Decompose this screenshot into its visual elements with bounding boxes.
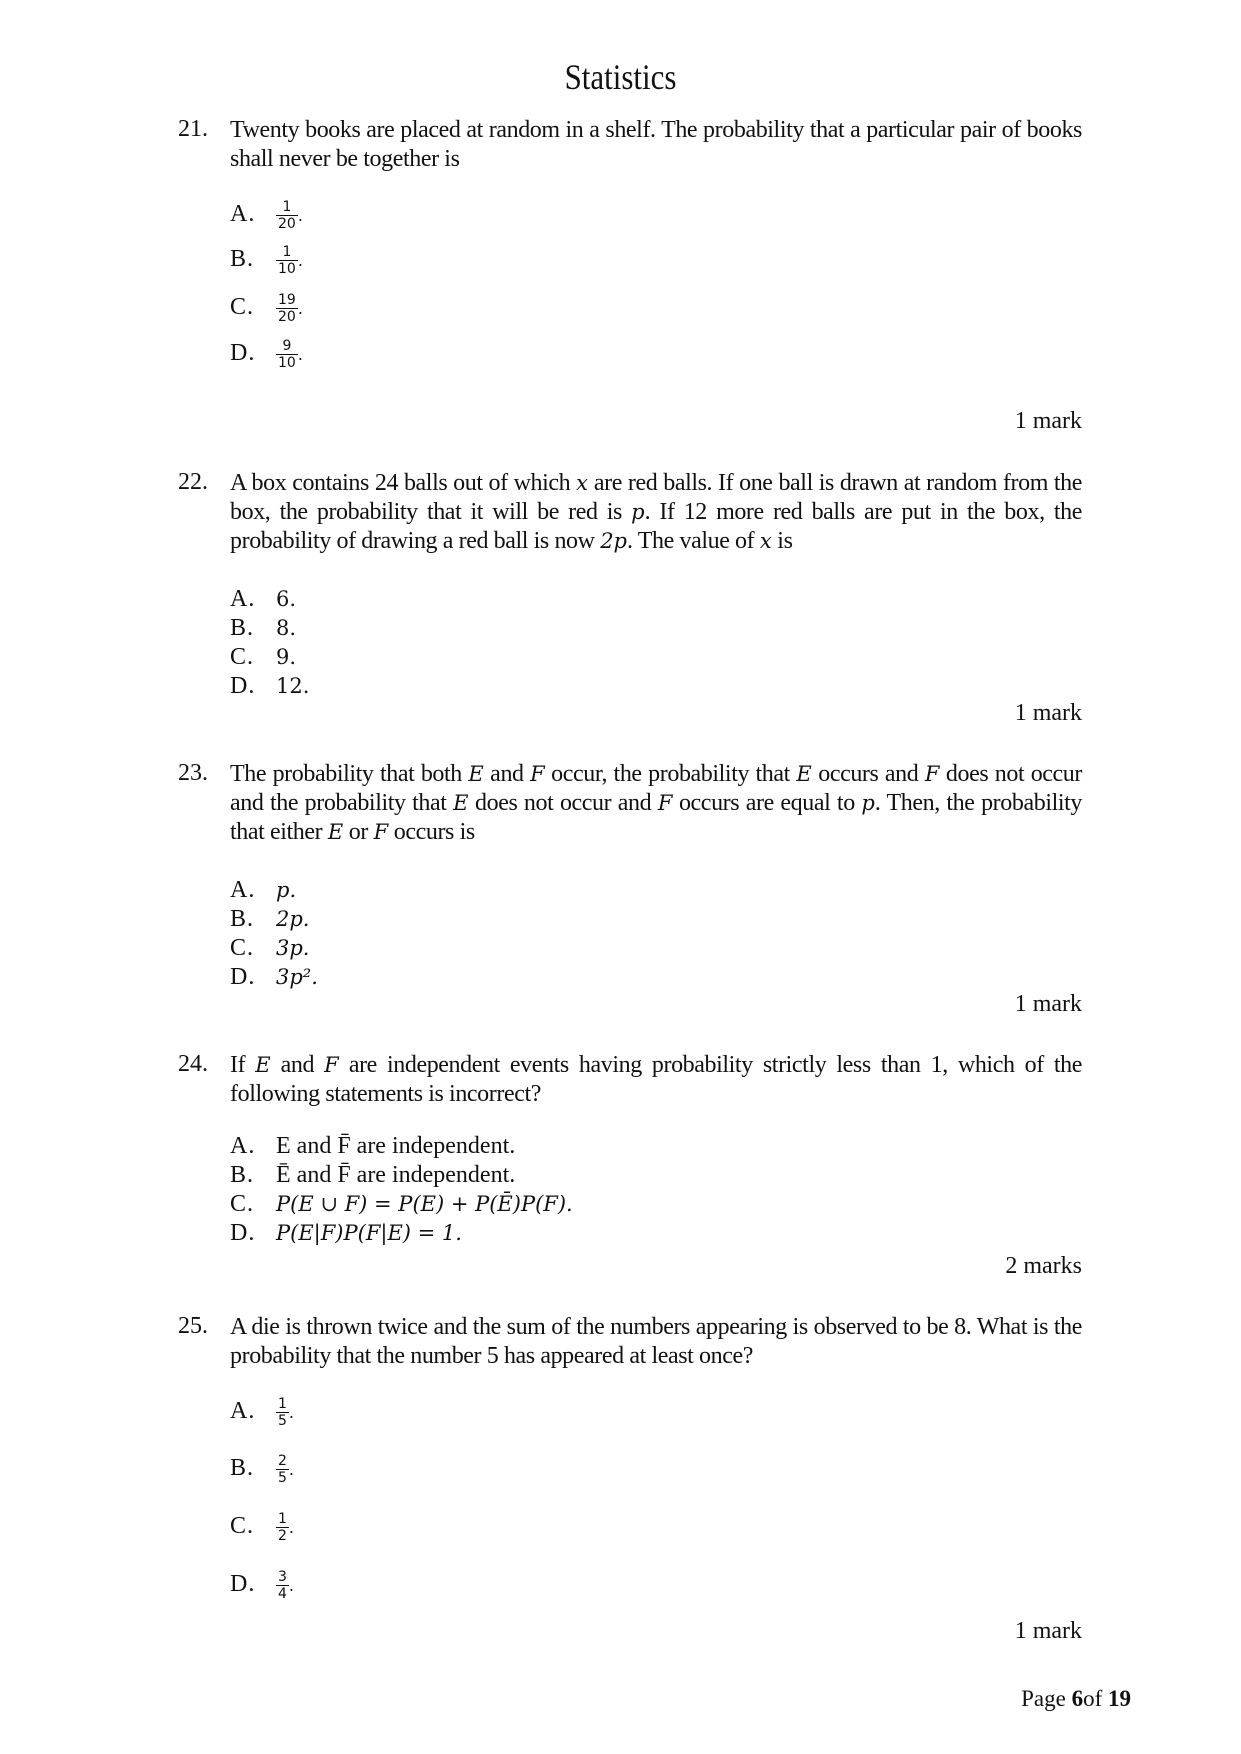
option-letter: A. xyxy=(230,201,256,227)
option-letter: D. xyxy=(230,1220,256,1246)
question-stem: A box contains 24 balls out of which x are red balls. If one ball is drawn at random from the box, the probability that it will be red is p. If 12 more red balls are put in the box, the probability of drawing a red ball is now 2p. The value of x is xyxy=(230,470,1082,554)
page-footer xyxy=(1021,1686,1131,1712)
option-letter: A. xyxy=(230,586,256,612)
page-title: Statistics xyxy=(564,57,677,97)
question-number: 24. xyxy=(178,1051,208,1077)
option-value: Ē and F̄ are independent. xyxy=(276,1162,516,1188)
question-stem: If E and F are independent events having probability strictly less than 1, which of the following statements is incorrect? xyxy=(230,1052,1082,1107)
question-marks: 1 mark xyxy=(1014,700,1082,726)
option-letter: B. xyxy=(230,906,255,932)
option-value: 9. xyxy=(276,645,297,669)
question-marks: 1 mark xyxy=(1014,991,1082,1017)
question-marks: 1 mark xyxy=(1014,1618,1082,1644)
option-value: p. xyxy=(276,878,297,902)
option-fraction: $\frac{1}{5}$ xyxy=(278,1396,287,1429)
option-letter: A. xyxy=(230,877,256,903)
of-word: of xyxy=(1083,1686,1103,1711)
option-fraction: $\frac{2}{5}$ xyxy=(278,1453,287,1486)
option-value: P(E ∪ F) = P(E) + P(Ē)P(F). xyxy=(276,1192,573,1216)
option-value: 6. xyxy=(276,587,297,611)
option-letter: C. xyxy=(230,294,255,320)
option-fraction: $\frac{9}{10}$ xyxy=(278,338,296,371)
question-marks: 2 marks xyxy=(1005,1253,1082,1279)
option-fraction: $\frac{1}{20}$ xyxy=(278,199,296,232)
option-letter: B. xyxy=(230,246,255,272)
question-number: 21. xyxy=(178,116,208,142)
question-number: 22. xyxy=(178,469,208,495)
option-value: 8. xyxy=(276,616,297,640)
option-letter: A. xyxy=(230,1133,256,1159)
page-word: Page xyxy=(1021,1686,1066,1711)
question-number: 23. xyxy=(178,760,208,786)
option-letter: D. xyxy=(230,964,256,990)
option-value: 2p. xyxy=(276,907,310,931)
option-letter: D. xyxy=(230,340,256,366)
option-value: 3p². xyxy=(276,965,318,989)
option-fraction: $\frac{1}{2}$ xyxy=(278,1511,287,1544)
option-letter: C. xyxy=(230,644,255,670)
option-value: 12. xyxy=(276,674,310,698)
option-fraction: $\frac{19}{20}$ xyxy=(278,292,296,325)
total-pages: 19 xyxy=(1108,1686,1131,1711)
option-letter: A. xyxy=(230,1398,256,1424)
option-letter: C. xyxy=(230,1513,255,1539)
option-letter: C. xyxy=(230,1191,255,1217)
option-letter: B. xyxy=(230,1162,255,1188)
option-fraction: $\frac{1}{10}$ xyxy=(278,244,296,277)
option-letter: B. xyxy=(230,615,255,641)
current-page: 6 xyxy=(1071,1686,1084,1711)
option-letter: C. xyxy=(230,935,255,961)
option-letter: D. xyxy=(230,1571,256,1597)
option-value: 3p. xyxy=(276,936,310,960)
question-stem: A die is thrown twice and the sum of the numbers appearing is observed to be 8. What is the probability that the number 5 has appeared at least once? xyxy=(230,1314,1082,1369)
question-stem: Twenty books are placed at random in a shelf. The probability that a particular pair of books shall never be together is xyxy=(230,117,1082,172)
question-number: 25. xyxy=(178,1313,208,1339)
option-letter: B. xyxy=(230,1455,255,1481)
question-marks: 1 mark xyxy=(1014,408,1082,434)
option-value: P(E|F)P(F|E) = 1. xyxy=(276,1221,462,1245)
option-value: E and F̄ are independent. xyxy=(276,1133,516,1159)
question-stem: The probability that both E and F occur, the probability that E occurs and F does not occur and the probability that E does not occur and F occurs are equal to p. Then, the probability that either E or F occurs is xyxy=(230,761,1083,845)
option-letter: D. xyxy=(230,673,256,699)
option-fraction: $\frac{3}{4}$ xyxy=(278,1569,287,1602)
